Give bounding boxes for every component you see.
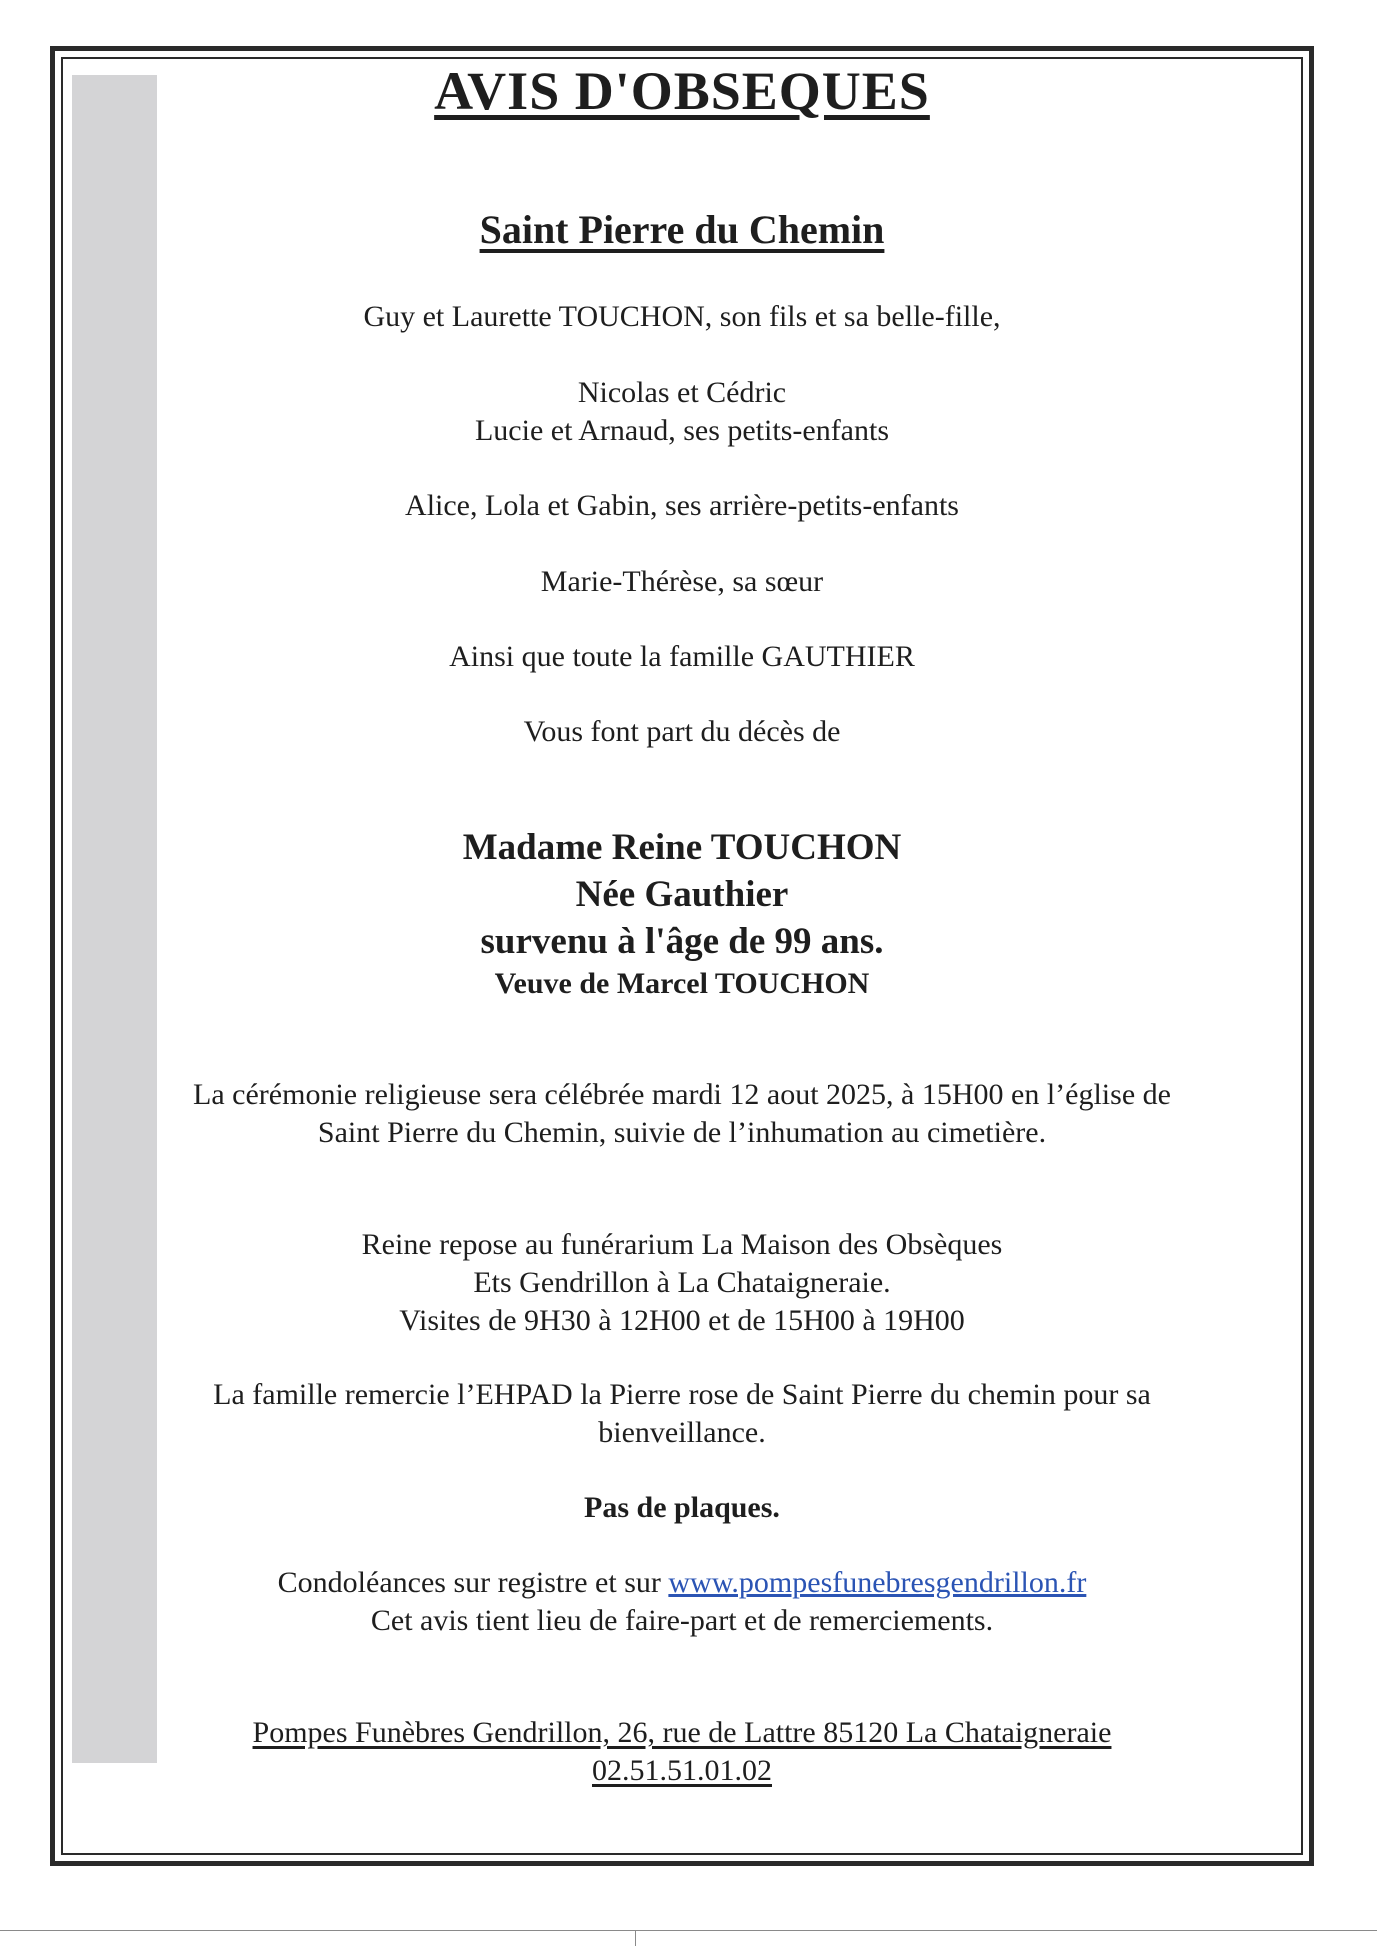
condolences-prefix: Condoléances sur registre et sur — [277, 1566, 669, 1599]
village-heading: Saint Pierre du Chemin — [479, 207, 885, 252]
grandchildren-line-1: Nicolas et Cédric — [577, 376, 787, 409]
sister-block — [58, 563, 1306, 601]
footer-address: Pompes Funèbres Gendrillon, 26, rue de Lattre 85120 La Chataigneraie — [252, 1716, 1112, 1749]
funerarium-block — [58, 1226, 1306, 1340]
page-bottom-tick — [635, 1930, 636, 1946]
footer-block — [58, 1714, 1306, 1790]
condolences-line-2: Cet avis tient lieu de faire-part et de remerciements. — [370, 1604, 994, 1637]
family-son-line: Guy et Laurette TOUCHON, son fils et sa belle-fille, — [363, 300, 1001, 333]
deceased-widow-of: Veuve de Marcel TOUCHON — [494, 967, 870, 1000]
thanks-line-1: La famille remercie l’EHPAD la Pierre rose de Saint Pierre du chemin pour sa — [213, 1378, 1151, 1411]
condolences-block — [58, 1564, 1306, 1640]
thanks-line-2: bienveillance. — [598, 1416, 766, 1449]
condolences-line-1 — [58, 1564, 1306, 1602]
funeral-home-website-link[interactable]: www.pompesfunebresgendrillon.fr — [668, 1566, 1087, 1599]
deceased-age: survenu à l'âge de 99 ans. — [480, 921, 884, 962]
great-grandchildren-block — [58, 487, 1306, 525]
sister-line: Marie-Thérèse, sa sœur — [540, 565, 824, 598]
ceremony-block — [58, 1076, 1306, 1152]
family-son-block — [58, 298, 1306, 336]
grandchildren-block — [58, 374, 1306, 450]
no-plaques-block — [58, 1489, 1306, 1527]
notice-content — [58, 58, 1306, 1790]
funerarium-visiting-hours: Visites de 9H30 à 12H00 et de 15H00 à 19H00 — [399, 1304, 965, 1337]
page-bottom-rule — [0, 1930, 1377, 1931]
funerarium-line-2: Ets Gendrillon à La Chataigneraie. — [473, 1266, 891, 1299]
no-plaques-line: Pas de plaques. — [584, 1491, 780, 1524]
great-grandchildren-line: Alice, Lola et Gabin, ses arrière-petits-enfants — [405, 489, 959, 522]
deceased-maiden-name: Née Gauthier — [575, 874, 789, 915]
funerarium-line-1: Reine repose au funérarium La Maison des Obsèques — [361, 1228, 1003, 1261]
announcement-line: Vous font part du décès de — [523, 715, 841, 748]
thanks-block — [58, 1376, 1306, 1452]
deceased-block — [58, 824, 1306, 1003]
grandchildren-line-2: Lucie et Arnaud, ses petits-enfants — [474, 414, 890, 447]
family-name-block — [58, 638, 1306, 676]
notice-title: AVIS D'OBSEQUES — [434, 61, 930, 121]
footer-phone: 02.51.51.01.02 — [592, 1754, 772, 1787]
family-name-line: Ainsi que toute la famille GAUTHIER — [449, 640, 915, 673]
deceased-name: Madame Reine TOUCHON — [462, 827, 902, 868]
announcement-block — [58, 713, 1306, 751]
ceremony-line-2: Saint Pierre du Chemin, suivie de l’inhumation au cimetière. — [317, 1116, 1047, 1149]
ceremony-line-1: La cérémonie religieuse sera célébrée mardi 12 aout 2025, à 15H00 en l’église de — [193, 1078, 1171, 1111]
